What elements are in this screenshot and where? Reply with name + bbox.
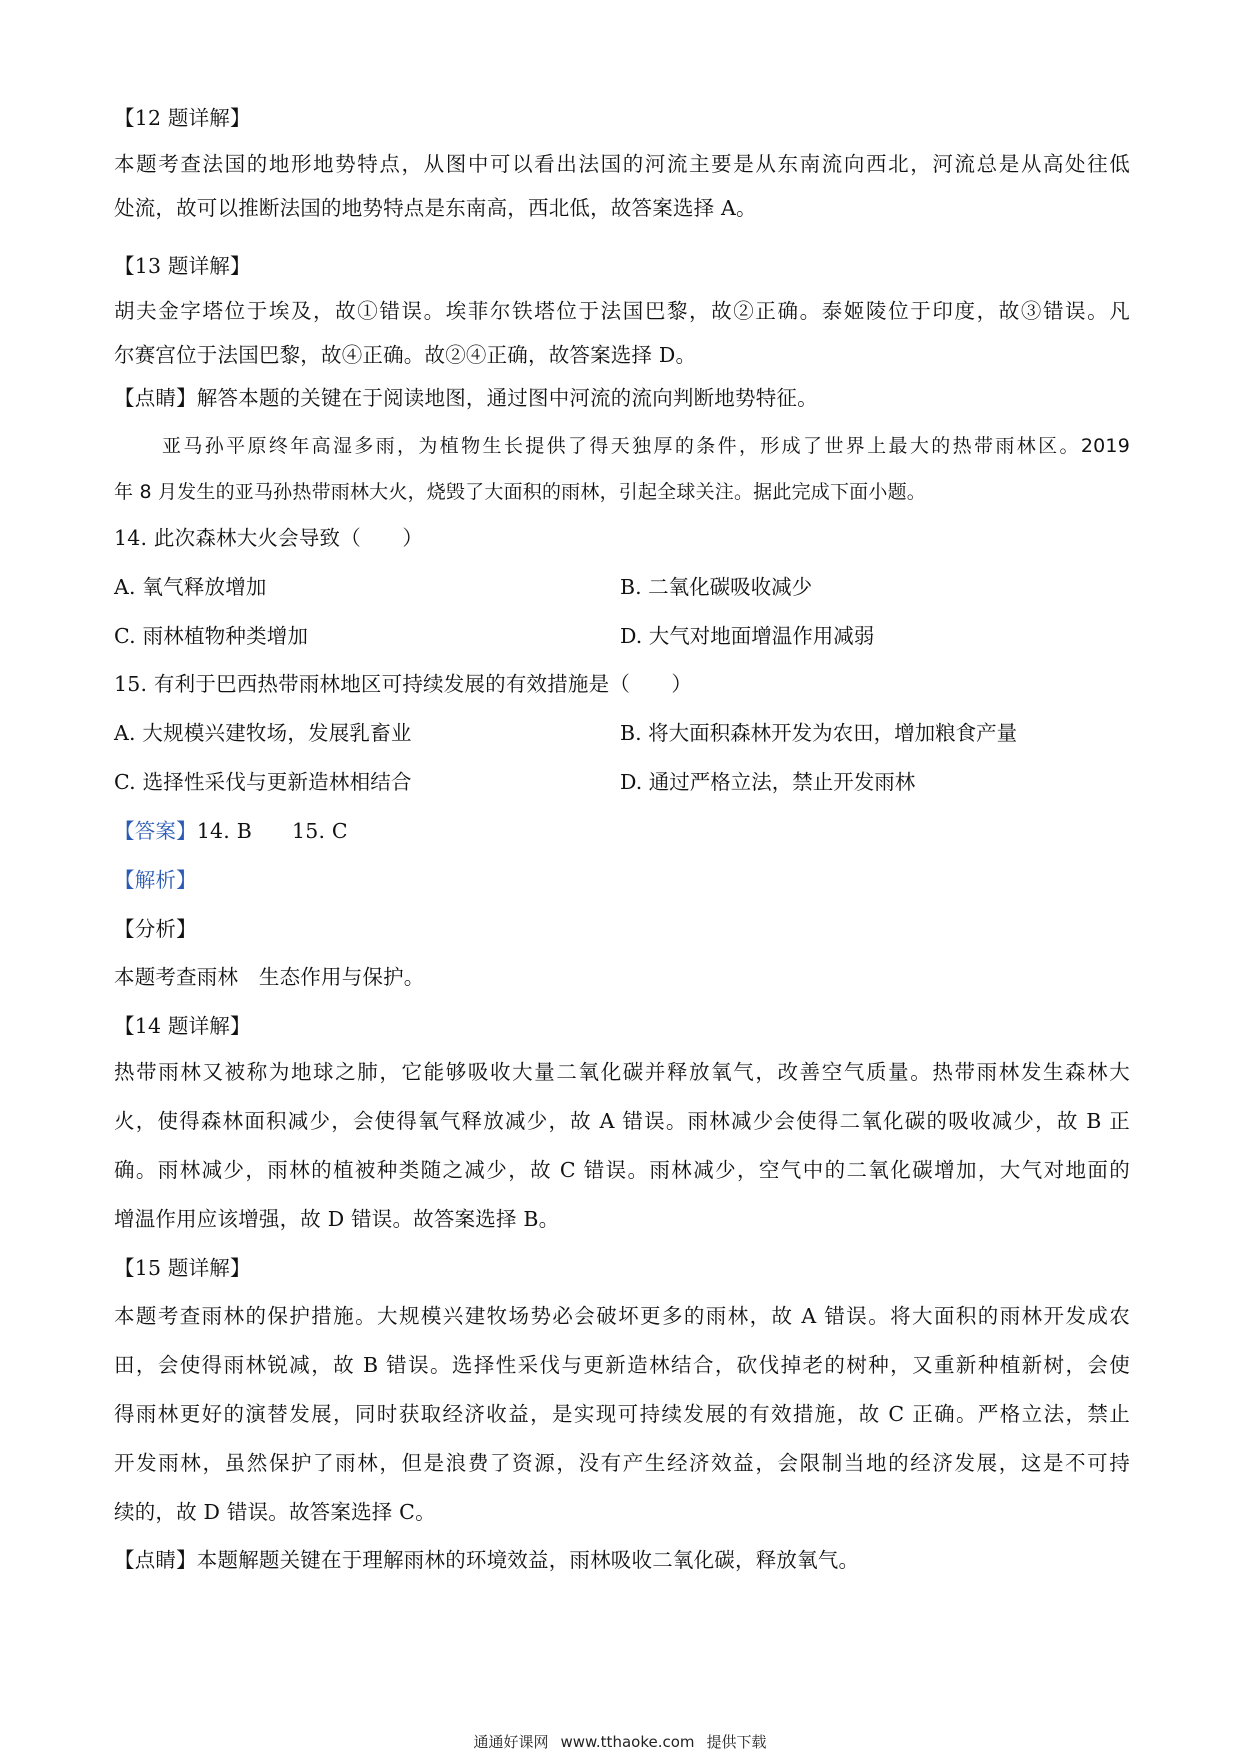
q15-tip: 【点睛】本题解题关键在于理解雨林的环境效益，雨林吸收二氧化碳，释放氧气。 <box>114 1548 860 1572</box>
q12-detail-heading: 【12 题详解】 <box>114 106 251 130</box>
q15-detail-line: 开发雨林，虽然保护了雨林，但是浪费了资源，没有产生经济效益，会限制当地的经济发展，这是不可持 <box>114 1451 1130 1475</box>
q15-option-b: B. 将大面积森林开发为农田，增加粮食产量 <box>620 721 1018 745</box>
passage-line: 亚马孙平原终年高湿多雨，为植物生长提供了得天独厚的条件，形成了世界上最大的热带雨林区。2019 <box>162 435 1130 457</box>
q14-detail-line: 确。雨林减少，雨林的植被种类随之减少，故 C 错误。雨林减少，空气中的二氧化碳增加，大气对地面的 <box>114 1158 1130 1182</box>
q14-stem: 14. 此次森林大火会导致（ ） <box>114 526 424 550</box>
analysis-label: 【解析】 <box>114 868 197 892</box>
q12-detail-line: 本题考查法国的地形地势特点，从图中可以看出法国的河流主要是从东南流向西北，河流总是从高处往低 <box>114 152 1130 176</box>
q15-option-d: D. 通过严格立法，禁止开发雨林 <box>620 770 916 794</box>
q15-option-c: C. 选择性采伐与更新造林相结合 <box>114 770 412 794</box>
q14-option-a: A. 氧气释放增加 <box>114 575 267 599</box>
q14-detail-line: 增温作用应该增强，故 D 错误。故答案选择 B。 <box>114 1207 560 1231</box>
footer-url[interactable]: www.tthaoke.com <box>560 1733 695 1751</box>
footer-provide: 提供下载 <box>706 1733 767 1751</box>
q14-option-d: D. 大气对地面增温作用减弱 <box>620 624 875 648</box>
q15-detail-line: 得雨林更好的演替发展，同时获取经济收益，是实现可持续发展的有效措施，故 C 正确。严格立法，禁止 <box>114 1402 1130 1426</box>
q15-stem: 15. 有利于巴西热带雨林地区可持续发展的有效措施是（ ） <box>114 672 693 696</box>
q14-option-b: B. 二氧化碳吸收减少 <box>620 575 813 599</box>
answer-label: 【答案】 <box>114 819 197 843</box>
page-footer <box>0 1732 1240 1752</box>
passage-line: 年 8 月发生的亚马孙热带雨林大火，烧毁了大面积的雨林，引起全球关注。据此完成下面小题。 <box>114 481 926 503</box>
q15-detail-line: 续的，故 D 错误。故答案选择 C。 <box>114 1500 436 1524</box>
answer-15: 15. C <box>292 819 348 843</box>
answer-line <box>114 817 348 845</box>
answer-14: 14. B <box>196 819 252 843</box>
q14-detail-heading: 【14 题详解】 <box>114 1014 251 1038</box>
q12-detail-line: 处流，故可以推断法国的地势特点是东南高，西北低，故答案选择 A。 <box>114 196 757 220</box>
q15-option-a: A. 大规模兴建牧场，发展乳畜业 <box>114 721 412 745</box>
q15-detail-line: 本题考查雨林的保护措施。大规模兴建牧场势必会破坏更多的雨林，故 A 错误。将大面积的雨林开发成农 <box>114 1304 1130 1328</box>
q13-detail-line: 尔赛宫位于法国巴黎，故④正确。故②④正确，故答案选择 D。 <box>114 343 697 367</box>
fenxi-label: 【分析】 <box>114 917 197 941</box>
q15-detail-heading: 【15 题详解】 <box>114 1256 251 1280</box>
fenxi-text: 本题考查雨林 生态作用与保护。 <box>114 965 425 989</box>
q14-detail-line: 热带雨林又被称为地球之肺，它能够吸收大量二氧化碳并释放氧气，改善空气质量。热带雨林发生森林大 <box>114 1060 1130 1084</box>
q13-detail-heading: 【13 题详解】 <box>114 254 251 278</box>
q14-option-c: C. 雨林植物种类增加 <box>114 624 309 648</box>
q13-detail-line: 胡夫金字塔位于埃及，故①错误。埃菲尔铁塔位于法国巴黎，故②正确。泰姬陵位于印度，故③错误。凡 <box>114 299 1130 323</box>
footer-site: 通通好课网 <box>473 1733 549 1751</box>
q13-tip: 【点睛】解答本题的关键在于阅读地图，通过图中河流的流向判断地势特征。 <box>114 386 818 410</box>
q15-detail-line: 田，会使得雨林锐减，故 B 错误。选择性采伐与更新造林结合，砍伐掉老的树种，又重新种植新树，会使 <box>114 1353 1130 1377</box>
q14-detail-line: 火，使得森林面积减少，会使得氧气释放减少，故 A 错误。雨林减少会使得二氧化碳的吸收减少，故 B 正 <box>114 1109 1130 1133</box>
